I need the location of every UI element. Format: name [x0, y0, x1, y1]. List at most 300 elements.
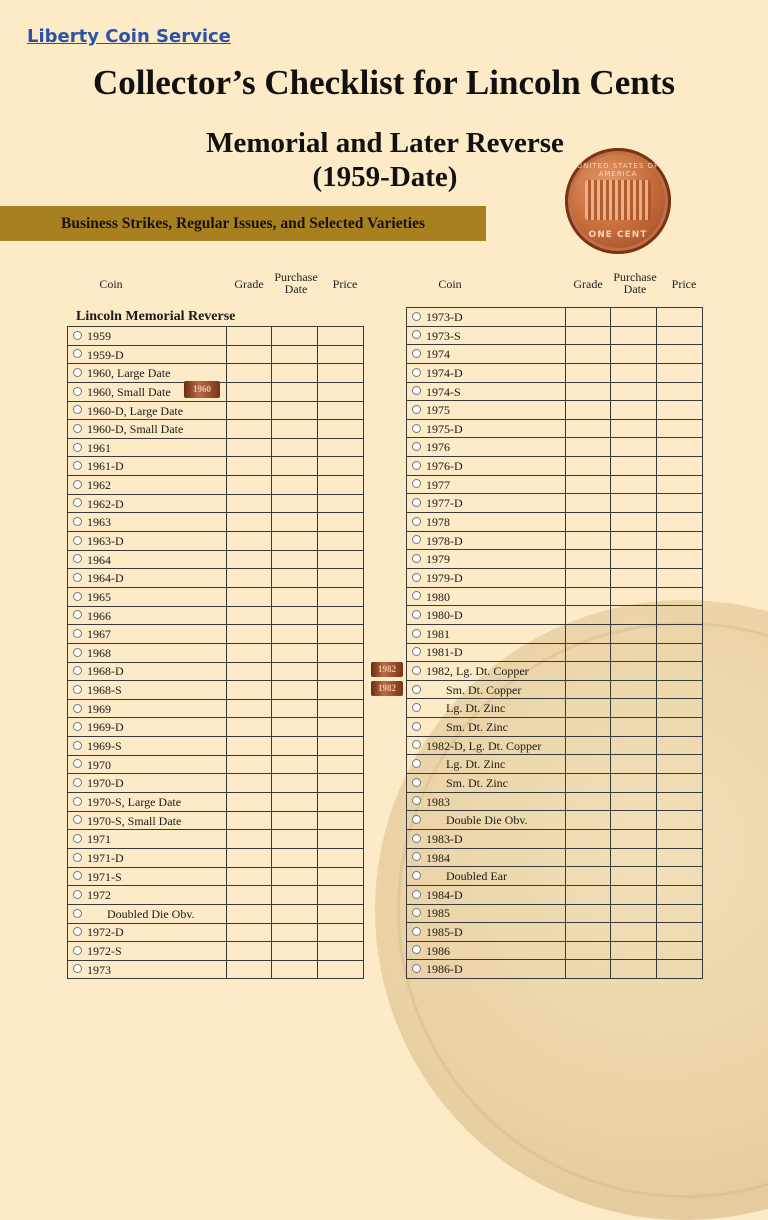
price-cell[interactable] — [318, 382, 364, 401]
price-cell[interactable] — [318, 830, 364, 849]
checkbox-circle[interactable] — [412, 815, 421, 824]
purchase-date-cell[interactable] — [611, 345, 657, 364]
grade-cell[interactable] — [566, 457, 611, 476]
price-cell[interactable] — [657, 829, 703, 848]
table-row — [407, 904, 703, 923]
purchase-date-cell[interactable] — [611, 923, 657, 942]
grade-cell[interactable] — [566, 867, 611, 886]
grade-cell[interactable] — [227, 793, 272, 812]
checkbox-circle[interactable] — [412, 703, 421, 712]
purchase-date-cell[interactable] — [272, 811, 318, 830]
price-cell[interactable] — [657, 475, 703, 494]
purchase-date-cell[interactable] — [272, 923, 318, 942]
price-cell[interactable] — [318, 643, 364, 662]
checkbox-circle[interactable] — [412, 964, 421, 973]
purchase-date-cell[interactable] — [272, 755, 318, 774]
purchase-date-cell[interactable] — [272, 606, 318, 625]
checkbox-circle[interactable] — [73, 443, 82, 452]
checkbox-circle[interactable] — [412, 871, 421, 880]
checkbox-circle[interactable] — [412, 647, 421, 656]
purchase-date-cell[interactable] — [611, 792, 657, 811]
purchase-date-cell[interactable] — [272, 625, 318, 644]
checkbox-circle[interactable] — [412, 685, 421, 694]
purchase-date-cell[interactable] — [611, 513, 657, 532]
checkbox-circle[interactable] — [412, 778, 421, 787]
coin-label: 1977-D — [426, 496, 463, 511]
price-cell[interactable] — [657, 755, 703, 774]
price-cell[interactable] — [318, 587, 364, 606]
grade-cell[interactable] — [566, 885, 611, 904]
grade-cell[interactable] — [227, 643, 272, 662]
grade-cell[interactable] — [227, 494, 272, 513]
purchase-date-cell[interactable] — [611, 662, 657, 681]
price-cell[interactable] — [318, 774, 364, 793]
checkbox-circle[interactable] — [412, 368, 421, 377]
price-cell[interactable] — [657, 419, 703, 438]
checkbox-circle[interactable] — [412, 927, 421, 936]
coin-cell — [407, 643, 566, 662]
checkbox-circle[interactable] — [412, 666, 421, 675]
purchase-date-cell[interactable] — [272, 681, 318, 700]
purchase-date-cell[interactable] — [611, 457, 657, 476]
purchase-date-cell[interactable] — [611, 699, 657, 718]
checkbox-circle[interactable] — [412, 629, 421, 638]
checkbox-circle[interactable] — [412, 890, 421, 899]
purchase-date-cell[interactable] — [272, 327, 318, 346]
purchase-date-cell[interactable] — [272, 774, 318, 793]
checkbox-circle[interactable] — [73, 331, 82, 340]
purchase-date-cell[interactable] — [611, 401, 657, 420]
grade-cell[interactable] — [227, 755, 272, 774]
coin-cell — [68, 960, 227, 979]
price-cell[interactable] — [318, 737, 364, 756]
price-cell[interactable] — [318, 513, 364, 532]
checkbox-circle[interactable] — [73, 349, 82, 358]
checkbox-circle[interactable] — [412, 945, 421, 954]
checkbox-circle[interactable] — [412, 535, 421, 544]
checkbox-circle[interactable] — [73, 424, 82, 433]
purchase-date-cell[interactable] — [272, 662, 318, 681]
grade-cell[interactable] — [566, 587, 611, 606]
coin-cell — [68, 364, 227, 383]
checkbox-circle[interactable] — [412, 834, 421, 843]
price-cell[interactable] — [657, 513, 703, 532]
coin-label: 1961-D — [87, 459, 124, 474]
purchase-date-cell[interactable] — [611, 829, 657, 848]
purchase-date-cell[interactable] — [272, 587, 318, 606]
price-cell[interactable] — [657, 606, 703, 625]
price-cell[interactable] — [657, 643, 703, 662]
grade-cell[interactable] — [227, 848, 272, 867]
checkbox-circle[interactable] — [412, 349, 421, 358]
price-cell[interactable] — [318, 532, 364, 551]
grade-cell[interactable] — [566, 718, 611, 737]
price-cell[interactable] — [318, 904, 364, 923]
purchase-date-cell[interactable] — [272, 569, 318, 588]
price-cell[interactable] — [318, 699, 364, 718]
checkbox-circle[interactable] — [73, 815, 82, 824]
purchase-date-cell[interactable] — [272, 867, 318, 886]
grade-cell[interactable] — [227, 774, 272, 793]
checkbox-circle[interactable] — [73, 592, 82, 601]
price-cell[interactable] — [318, 606, 364, 625]
purchase-date-cell[interactable] — [272, 345, 318, 364]
grade-cell[interactable] — [227, 625, 272, 644]
price-cell[interactable] — [657, 308, 703, 327]
grade-cell[interactable] — [566, 326, 611, 345]
price-cell[interactable] — [318, 923, 364, 942]
price-cell[interactable] — [318, 438, 364, 457]
checkbox-circle[interactable] — [412, 573, 421, 582]
price-cell[interactable] — [657, 960, 703, 979]
checkbox-circle[interactable] — [412, 722, 421, 731]
checkbox-circle[interactable] — [412, 554, 421, 563]
price-cell[interactable] — [657, 718, 703, 737]
grade-cell[interactable] — [566, 941, 611, 960]
grade-cell[interactable] — [227, 327, 272, 346]
coin-cell — [68, 737, 227, 756]
grade-cell[interactable] — [566, 382, 611, 401]
checkbox-circle[interactable] — [73, 387, 82, 396]
grade-cell[interactable] — [227, 382, 272, 401]
price-cell[interactable] — [657, 401, 703, 420]
checkbox-circle[interactable] — [412, 498, 421, 507]
price-cell[interactable] — [657, 811, 703, 830]
grade-cell[interactable] — [227, 681, 272, 700]
price-cell[interactable] — [657, 792, 703, 811]
grade-cell[interactable] — [566, 792, 611, 811]
checkbox-circle[interactable] — [73, 480, 82, 489]
grade-cell[interactable] — [566, 680, 611, 699]
checkbox-circle[interactable] — [412, 312, 421, 321]
checkbox-circle[interactable] — [73, 909, 82, 918]
grade-cell[interactable] — [566, 513, 611, 532]
grade-cell[interactable] — [566, 904, 611, 923]
purchase-date-cell[interactable] — [272, 420, 318, 439]
price-cell[interactable] — [318, 327, 364, 346]
grade-cell[interactable] — [566, 848, 611, 867]
purchase-date-cell[interactable] — [272, 699, 318, 718]
price-cell[interactable] — [318, 401, 364, 420]
price-cell[interactable] — [318, 811, 364, 830]
purchase-date-cell[interactable] — [272, 550, 318, 569]
purchase-date-cell[interactable] — [611, 550, 657, 569]
grade-cell[interactable] — [566, 774, 611, 793]
price-cell[interactable] — [657, 568, 703, 587]
purchase-date-cell[interactable] — [611, 960, 657, 979]
checkbox-circle[interactable] — [412, 908, 421, 917]
purchase-date-cell[interactable] — [611, 680, 657, 699]
grade-cell[interactable] — [227, 718, 272, 737]
checkbox-circle[interactable] — [73, 797, 82, 806]
price-cell[interactable] — [657, 848, 703, 867]
price-cell[interactable] — [657, 680, 703, 699]
checkbox-circle[interactable] — [412, 517, 421, 526]
table-row — [407, 941, 703, 960]
purchase-date-cell[interactable] — [272, 942, 318, 961]
checkbox-circle[interactable] — [412, 461, 421, 470]
grade-cell[interactable] — [566, 811, 611, 830]
checkbox-circle[interactable] — [73, 648, 82, 657]
price-cell[interactable] — [318, 867, 364, 886]
price-cell[interactable] — [318, 494, 364, 513]
purchase-date-cell[interactable] — [272, 830, 318, 849]
purchase-date-cell[interactable] — [272, 457, 318, 476]
purchase-date-cell[interactable] — [611, 438, 657, 457]
checkbox-circle[interactable] — [412, 424, 421, 433]
grade-cell[interactable] — [566, 755, 611, 774]
grade-cell[interactable] — [227, 364, 272, 383]
brand-link[interactable]: Liberty Coin Service — [27, 26, 231, 47]
grade-cell[interactable] — [227, 830, 272, 849]
purchase-date-cell[interactable] — [272, 401, 318, 420]
coin-cell — [407, 848, 566, 867]
coin-label: 1976-D — [426, 458, 463, 473]
grade-cell[interactable] — [566, 643, 611, 662]
checkbox-circle[interactable] — [412, 442, 421, 451]
grade-cell[interactable] — [566, 401, 611, 420]
purchase-date-cell[interactable] — [272, 737, 318, 756]
grade-cell[interactable] — [227, 960, 272, 979]
purchase-date-cell[interactable] — [611, 755, 657, 774]
purchase-date-cell[interactable] — [272, 382, 318, 401]
grade-cell[interactable] — [227, 550, 272, 569]
grade-cell[interactable] — [566, 475, 611, 494]
checkbox-circle[interactable] — [73, 573, 82, 582]
checkbox-circle[interactable] — [412, 479, 421, 488]
checkbox-circle[interactable] — [412, 740, 421, 749]
grade-cell[interactable] — [566, 363, 611, 382]
price-cell[interactable] — [657, 662, 703, 681]
price-cell[interactable] — [657, 345, 703, 364]
price-cell[interactable] — [318, 364, 364, 383]
price-cell[interactable] — [657, 904, 703, 923]
price-cell[interactable] — [318, 569, 364, 588]
purchase-date-cell[interactable] — [611, 736, 657, 755]
grade-cell[interactable] — [227, 811, 272, 830]
price-cell[interactable] — [657, 624, 703, 643]
grade-cell[interactable] — [227, 532, 272, 551]
price-cell[interactable] — [318, 718, 364, 737]
price-cell[interactable] — [657, 923, 703, 942]
checkbox-circle[interactable] — [73, 629, 82, 638]
checkbox-circle[interactable] — [412, 852, 421, 861]
purchase-date-cell[interactable] — [272, 532, 318, 551]
purchase-date-cell[interactable] — [272, 886, 318, 905]
coin-label: 1972-D — [87, 925, 124, 940]
price-cell[interactable] — [318, 476, 364, 495]
price-cell[interactable] — [657, 457, 703, 476]
checkbox-circle[interactable] — [73, 853, 82, 862]
checkbox-circle[interactable] — [73, 927, 82, 936]
price-cell[interactable] — [657, 326, 703, 345]
grade-cell[interactable] — [227, 420, 272, 439]
price-cell[interactable] — [318, 345, 364, 364]
purchase-date-cell[interactable] — [611, 867, 657, 886]
purchase-date-cell[interactable] — [611, 475, 657, 494]
purchase-date-cell[interactable] — [611, 624, 657, 643]
purchase-date-cell[interactable] — [611, 904, 657, 923]
grade-cell[interactable] — [227, 457, 272, 476]
checkbox-circle[interactable] — [412, 591, 421, 600]
purchase-date-cell[interactable] — [611, 568, 657, 587]
purchase-date-cell[interactable] — [272, 848, 318, 867]
checkbox-circle[interactable] — [73, 722, 82, 731]
checkbox-circle[interactable] — [412, 330, 421, 339]
checkbox-circle[interactable] — [412, 610, 421, 619]
purchase-date-cell[interactable] — [272, 476, 318, 495]
price-cell[interactable] — [318, 420, 364, 439]
price-cell[interactable] — [318, 662, 364, 681]
price-cell[interactable] — [657, 363, 703, 382]
price-cell[interactable] — [657, 382, 703, 401]
grade-cell[interactable] — [566, 531, 611, 550]
grade-cell[interactable] — [227, 662, 272, 681]
price-cell[interactable] — [318, 550, 364, 569]
price-cell[interactable] — [657, 885, 703, 904]
checkbox-circle[interactable] — [73, 405, 82, 414]
price-cell[interactable] — [318, 942, 364, 961]
price-cell[interactable] — [657, 550, 703, 569]
grade-cell[interactable] — [566, 624, 611, 643]
grade-cell[interactable] — [227, 737, 272, 756]
grade-cell[interactable] — [227, 569, 272, 588]
grade-cell[interactable] — [227, 942, 272, 961]
coin-cell — [407, 401, 566, 420]
purchase-date-cell[interactable] — [611, 419, 657, 438]
grade-cell[interactable] — [566, 699, 611, 718]
grade-cell[interactable] — [227, 476, 272, 495]
purchase-date-cell[interactable] — [272, 438, 318, 457]
price-cell[interactable] — [657, 699, 703, 718]
purchase-date-cell[interactable] — [272, 643, 318, 662]
purchase-date-cell[interactable] — [611, 587, 657, 606]
purchase-date-cell[interactable] — [272, 364, 318, 383]
grade-cell[interactable] — [227, 867, 272, 886]
purchase-date-cell[interactable] — [272, 960, 318, 979]
grade-cell[interactable] — [566, 662, 611, 681]
checkbox-circle[interactable] — [73, 498, 82, 507]
price-cell[interactable] — [657, 867, 703, 886]
purchase-date-cell[interactable] — [611, 494, 657, 513]
checkbox-circle[interactable] — [73, 964, 82, 973]
purchase-date-cell[interactable] — [272, 718, 318, 737]
grade-cell[interactable] — [566, 550, 611, 569]
coin-cell — [407, 568, 566, 587]
price-cell[interactable] — [318, 625, 364, 644]
checkbox-circle[interactable] — [73, 871, 82, 880]
grade-cell[interactable] — [227, 587, 272, 606]
grade-cell[interactable] — [566, 829, 611, 848]
price-cell[interactable] — [318, 681, 364, 700]
checkbox-circle[interactable] — [412, 386, 421, 395]
purchase-date-cell[interactable] — [611, 643, 657, 662]
price-cell[interactable] — [657, 774, 703, 793]
purchase-date-cell[interactable] — [611, 363, 657, 382]
grade-cell[interactable] — [227, 513, 272, 532]
checkbox-circle[interactable] — [73, 554, 82, 563]
grade-cell[interactable] — [566, 568, 611, 587]
price-cell[interactable] — [657, 941, 703, 960]
grade-cell[interactable] — [227, 904, 272, 923]
checkbox-circle[interactable] — [73, 946, 82, 955]
grade-cell[interactable] — [227, 345, 272, 364]
checkbox-circle[interactable] — [73, 834, 82, 843]
grade-cell[interactable] — [566, 923, 611, 942]
price-cell[interactable] — [657, 438, 703, 457]
checkbox-circle[interactable] — [412, 796, 421, 805]
checkbox-circle[interactable] — [73, 704, 82, 713]
grade-cell[interactable] — [227, 923, 272, 942]
price-cell[interactable] — [318, 457, 364, 476]
checkbox-circle[interactable] — [73, 741, 82, 750]
checkbox-circle[interactable] — [73, 890, 82, 899]
checkbox-circle[interactable] — [73, 368, 82, 377]
grade-cell[interactable] — [227, 401, 272, 420]
grade-cell[interactable] — [227, 699, 272, 718]
grade-cell[interactable] — [227, 606, 272, 625]
checkbox-circle[interactable] — [412, 759, 421, 768]
purchase-date-cell[interactable] — [272, 793, 318, 812]
price-cell[interactable] — [318, 793, 364, 812]
purchase-date-cell[interactable] — [611, 308, 657, 327]
grade-cell[interactable] — [566, 494, 611, 513]
purchase-date-cell[interactable] — [611, 941, 657, 960]
purchase-date-cell[interactable] — [611, 531, 657, 550]
grade-cell[interactable] — [566, 606, 611, 625]
coin-cell — [407, 419, 566, 438]
grade-cell[interactable] — [566, 308, 611, 327]
purchase-date-cell[interactable] — [611, 382, 657, 401]
purchase-date-cell[interactable] — [611, 848, 657, 867]
price-cell[interactable] — [657, 531, 703, 550]
price-cell[interactable] — [318, 848, 364, 867]
grade-cell[interactable] — [566, 345, 611, 364]
checkbox-circle[interactable] — [73, 778, 82, 787]
purchase-date-cell[interactable] — [611, 811, 657, 830]
purchase-date-cell[interactable] — [272, 904, 318, 923]
price-cell[interactable] — [657, 494, 703, 513]
checkbox-circle[interactable] — [412, 405, 421, 414]
purchase-date-cell[interactable] — [272, 513, 318, 532]
grade-cell[interactable] — [227, 886, 272, 905]
grade-cell[interactable] — [566, 736, 611, 755]
price-cell[interactable] — [318, 960, 364, 979]
purchase-date-cell[interactable] — [611, 885, 657, 904]
checkbox-circle[interactable] — [73, 517, 82, 526]
price-cell[interactable] — [657, 736, 703, 755]
grade-cell[interactable] — [566, 960, 611, 979]
purchase-date-cell[interactable] — [611, 606, 657, 625]
checkbox-circle[interactable] — [73, 461, 82, 470]
purchase-date-cell[interactable] — [611, 326, 657, 345]
checkbox-circle[interactable] — [73, 759, 82, 768]
price-cell[interactable] — [657, 587, 703, 606]
checkbox-circle[interactable] — [73, 536, 82, 545]
price-cell[interactable] — [318, 755, 364, 774]
grade-cell[interactable] — [566, 438, 611, 457]
checkbox-circle[interactable] — [73, 610, 82, 619]
checkbox-circle[interactable] — [73, 685, 82, 694]
purchase-date-cell[interactable] — [272, 494, 318, 513]
grade-cell[interactable] — [566, 419, 611, 438]
purchase-date-cell[interactable] — [611, 774, 657, 793]
price-cell[interactable] — [318, 886, 364, 905]
purchase-date-cell[interactable] — [611, 718, 657, 737]
grade-cell[interactable] — [227, 438, 272, 457]
coin-label: 1970 — [87, 757, 111, 772]
checkbox-circle[interactable] — [73, 666, 82, 675]
